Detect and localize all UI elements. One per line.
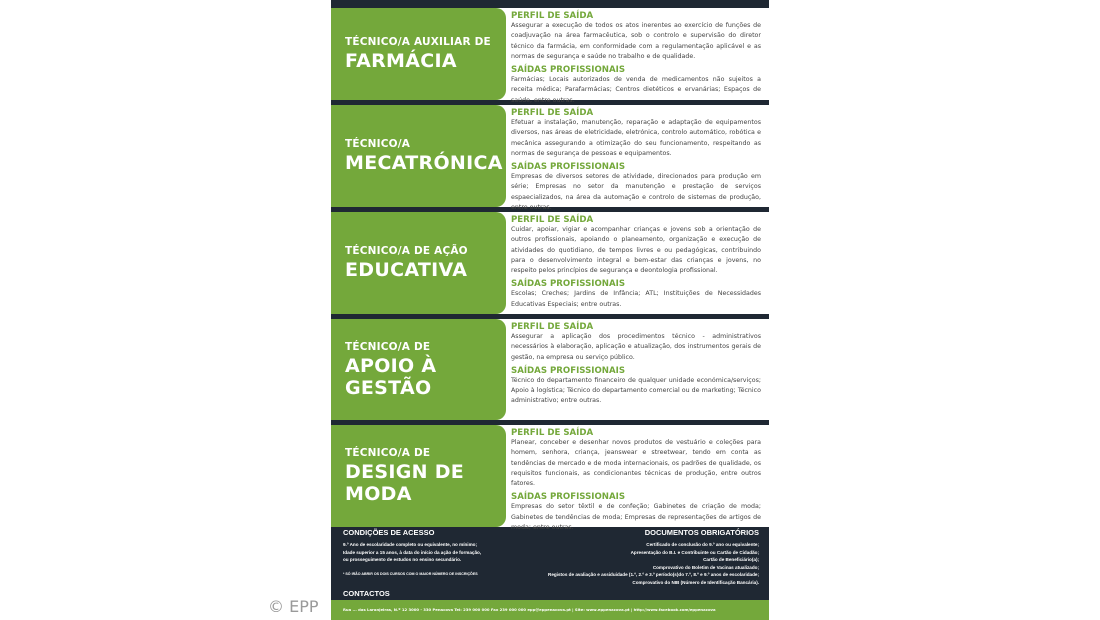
watermark: © EPP: [268, 597, 319, 616]
course-details: [506, 8, 769, 104]
saidas-heading: SAÍDAS PROFISSIONAIS: [511, 492, 626, 503]
perfil-heading: PERFIL DE SAÍDA: [511, 428, 594, 438]
saidas-text: Farmácias; Locais autorizados de venda de medicamentos não sujeitos a receita médica; Parafarmácias; Centros dietéticos e ervanárias; Espaços de saúde, entre outras.: [511, 76, 761, 104]
docs-line: Registos de avaliação e assiduidade (1.º, 2.º e 3.º período(s)do 7.º, 8.º e 9.º anos de escolaridade;: [548, 572, 759, 578]
perfil-text: Efetuar a instalação, manutenção, reparação e adaptação de equipamentos diversos, nas áreas de eletricidade, eletrónica, controlo automático, robótica e mecânica assegurando a otimização do seu funcionamento, respeitando as normas de segurança de pessoas e equipamentos.: [511, 119, 761, 157]
saidas-heading: SAÍDAS PROFISSIONAIS: [511, 65, 626, 76]
docs-line: Comprovativo do NIB (Número de Identificação Bancária).: [632, 579, 759, 585]
course-title-prefix: TÉCNICO/A DE AÇÃO: [345, 245, 468, 257]
course-title-panel: [331, 319, 506, 420]
contacts-heading: CONTACTOS: [343, 589, 390, 598]
access-conditions: [343, 528, 493, 576]
course-section: [331, 425, 769, 532]
course-section: [331, 319, 769, 420]
course-section: [331, 212, 769, 314]
required-documents: [494, 528, 759, 587]
course-title-prefix: TÉCNICO/A AUXILIAR DE: [345, 36, 491, 48]
saidas-heading: SAÍDAS PROFISSIONAIS: [511, 279, 626, 290]
course-title-prefix: TÉCNICO/A DE: [345, 447, 431, 459]
docs-line: Apresentação do B.I. e Contribuinte ou Cartão de Cidadão;: [630, 549, 759, 555]
access-heading: CONDIÇÕES DE ACESSO: [343, 528, 435, 537]
perfil-heading: PERFIL DE SAÍDA: [511, 322, 594, 332]
saidas-text: Técnico do departamento financeiro de qualquer unidade económica/serviços; Apoio à logística; Técnico do departamento comercial ou de marketing; Técnico administrativo; entre outras.: [511, 376, 761, 405]
saidas-heading: SAÍDAS PROFISSIONAIS: [511, 365, 626, 376]
access-note: * SÓ IRÃO ABRIR OS DOIS CURSOS COM O MAIOR NÚMERO DE INSCRIÇÕES: [343, 571, 478, 576]
course-title: APOIO À GESTÃO: [345, 354, 437, 399]
course-details: [506, 319, 769, 420]
perfil-text: Cuidar, apoiar, vigiar e acompanhar crianças e jovens sob a orientação de outros profissionais, apoiando o planeamento, organização e execução de atividades do quotidiano, de tempos livres e ou pedagógicas, contribuindo para o desenvolvimento integral e bem-estar das crianças e jovens, no respeito pelos princípios de segurança e deontologia profissional.: [511, 226, 761, 275]
course-title-panel: [331, 425, 506, 527]
perfil-heading: PERFIL DE SAÍDA: [511, 108, 594, 118]
course-title-panel: [331, 105, 506, 207]
course-details: [506, 105, 769, 212]
course-title-prefix: TÉCNICO/A DE: [345, 340, 431, 353]
docs-heading: DOCUMENTOS OBRIGATÓRIOS: [644, 528, 759, 537]
saidas-text: Empresas do setor têxtil e de confeção; Gabinetes de criação de moda; Gabinetes de tendências de moda; Empresas de representações de artigos de moda; entre outras.: [511, 503, 761, 532]
contact-footer: Rua ... das Laranjeiras, N.º 12 3000 - 330 Penacova Tel: 239 000 000 Fax 239 000 000 epp@eppenacova.pt | Site: www.eppenacova.pt | http://www.facebook.com/eppenacova: [331, 600, 769, 620]
course-details: [506, 425, 769, 532]
course-section: [331, 105, 769, 212]
saidas-text: Empresas de diversos setores de atividade, direcionados para produção em série; Empresas no setor da manutenção e prestação de serviços espaecializados, na área da automação e controlo de sistemas de produção, entre outras.: [511, 173, 761, 212]
saidas-text: Escolas; Creches; Jardins de Infância; ATL; Instituições de Necessidades Educativas Especiais; entre outras.: [511, 290, 761, 308]
perfil-heading: PERFIL DE SAÍDA: [511, 215, 594, 225]
perfil-text: Planear, conceber e desenhar novos produtos de vestuário e coleções para homem, senhora, criança, jeanswear e streetwear, tendo em conta as tendências de mercado e de moda internacionais, os padrões de qualidade, os requisitos funcionais, as condicionantes técnicas de produção, entre outros fatores.: [511, 439, 761, 488]
perfil-heading: PERFIL DE SAÍDA: [511, 11, 594, 21]
perfil-text: Assegurar a execução de todos os atos inerentes ao exercício de funções de coadjuvação na área farmacêutica, sob o controlo e supervisão do diretor técnico da farmácia, em conformidade com a regulamentação aplicável e as normas de segurança e saúde no trabalho e de qualidade.: [511, 22, 761, 60]
access-line: ou prosseguimento de estudos no ensino secundário.: [343, 557, 462, 563]
docs-line: Comprovativo do Boletim de Vacinas atualizado;: [652, 564, 759, 570]
access-line: Idade superior a 15 anos, à data do início da ação de formação,: [343, 549, 482, 555]
saidas-heading: SAÍDAS PROFISSIONAIS: [511, 162, 626, 173]
course-section: [331, 8, 769, 104]
course-title-prefix: TÉCNICO/A: [345, 138, 411, 150]
course-title: DESIGN DE MODA: [345, 461, 465, 505]
course-poster: [331, 0, 769, 620]
course-title: EDUCATIVA: [345, 259, 468, 281]
docs-line: Cartão de Beneficiário(a);: [703, 557, 759, 563]
course-details: [506, 212, 769, 314]
course-title: MECATRÓNICA: [345, 152, 503, 174]
perfil-text: Assegurar a aplicação dos procedimentos técnico - administrativos necessários à elaboração, aplicação e atualização, dos instrumentos gerais de gestão, na empresa ou serviço público.: [511, 333, 761, 361]
access-line: 9.º Ano de escolaridade completo ou equivalente, no mínimo;: [343, 542, 477, 547]
course-title-panel: [331, 8, 506, 100]
course-title: FARMÁCIA: [345, 50, 457, 72]
course-title-panel: [331, 212, 506, 314]
docs-line: Certificado de conclusão do 9.º ano ou equivalente;: [646, 542, 759, 547]
